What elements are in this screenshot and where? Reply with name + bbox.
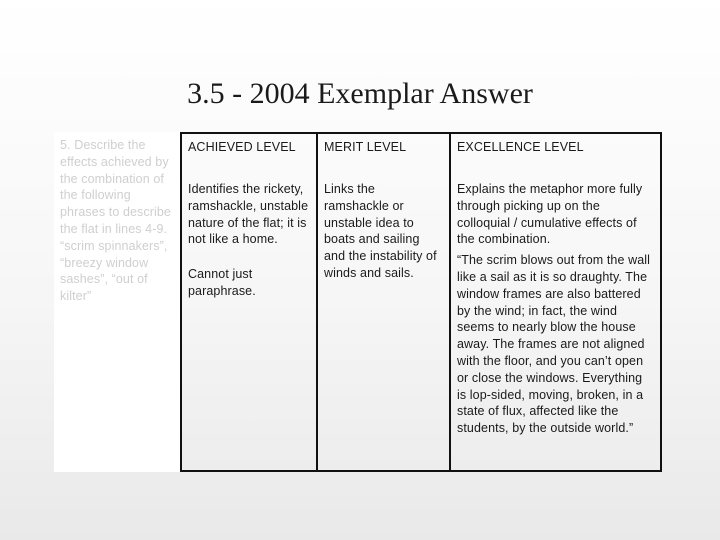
slide-title: 3.5 - 2004 Exemplar Answer — [187, 77, 533, 110]
marking-schedule-table — [54, 132, 662, 472]
merit-header: MERIT LEVEL — [324, 140, 407, 154]
excellence-criteria: Explains the metaphor more fully through picking up on the colloquial / cumulative effects of the combination. — [457, 182, 643, 247]
excellence-column — [449, 132, 662, 472]
merit-column — [316, 132, 449, 472]
achieved-note: Cannot just paraphrase. — [188, 267, 256, 298]
excellence-header: EXCELLENCE LEVEL — [457, 140, 584, 154]
question-text: 5. Describe the effects achieved by the combination of the following phrases to describe the flat in lines 4-9. “scrim spinnakers”, “breezy window sashes”, “out of kilter” — [60, 138, 171, 304]
merit-criteria: Links the ramshackle or unstable idea to boats and sailing and the instability of winds and sails. — [324, 182, 437, 280]
achieved-header: ACHIEVED LEVEL — [188, 140, 296, 154]
achieved-column — [180, 132, 316, 472]
question-cell — [54, 132, 180, 472]
excellence-example: “The scrim blows out from the wall like a sail as it is so draughty. The window frames are also battered by the wind; in fact, the wind seems to nearly blow the house away. The frames are not aligned with the floor, and you can’t open or close the windows. Everything is lop-sided, moving, broken, in a state of flux, affected like the students, by the outside world.” — [457, 253, 651, 436]
achieved-criteria: Identifies the rickety, ramshackle, unstable nature of the flat; it is not like a home. — [188, 182, 309, 247]
